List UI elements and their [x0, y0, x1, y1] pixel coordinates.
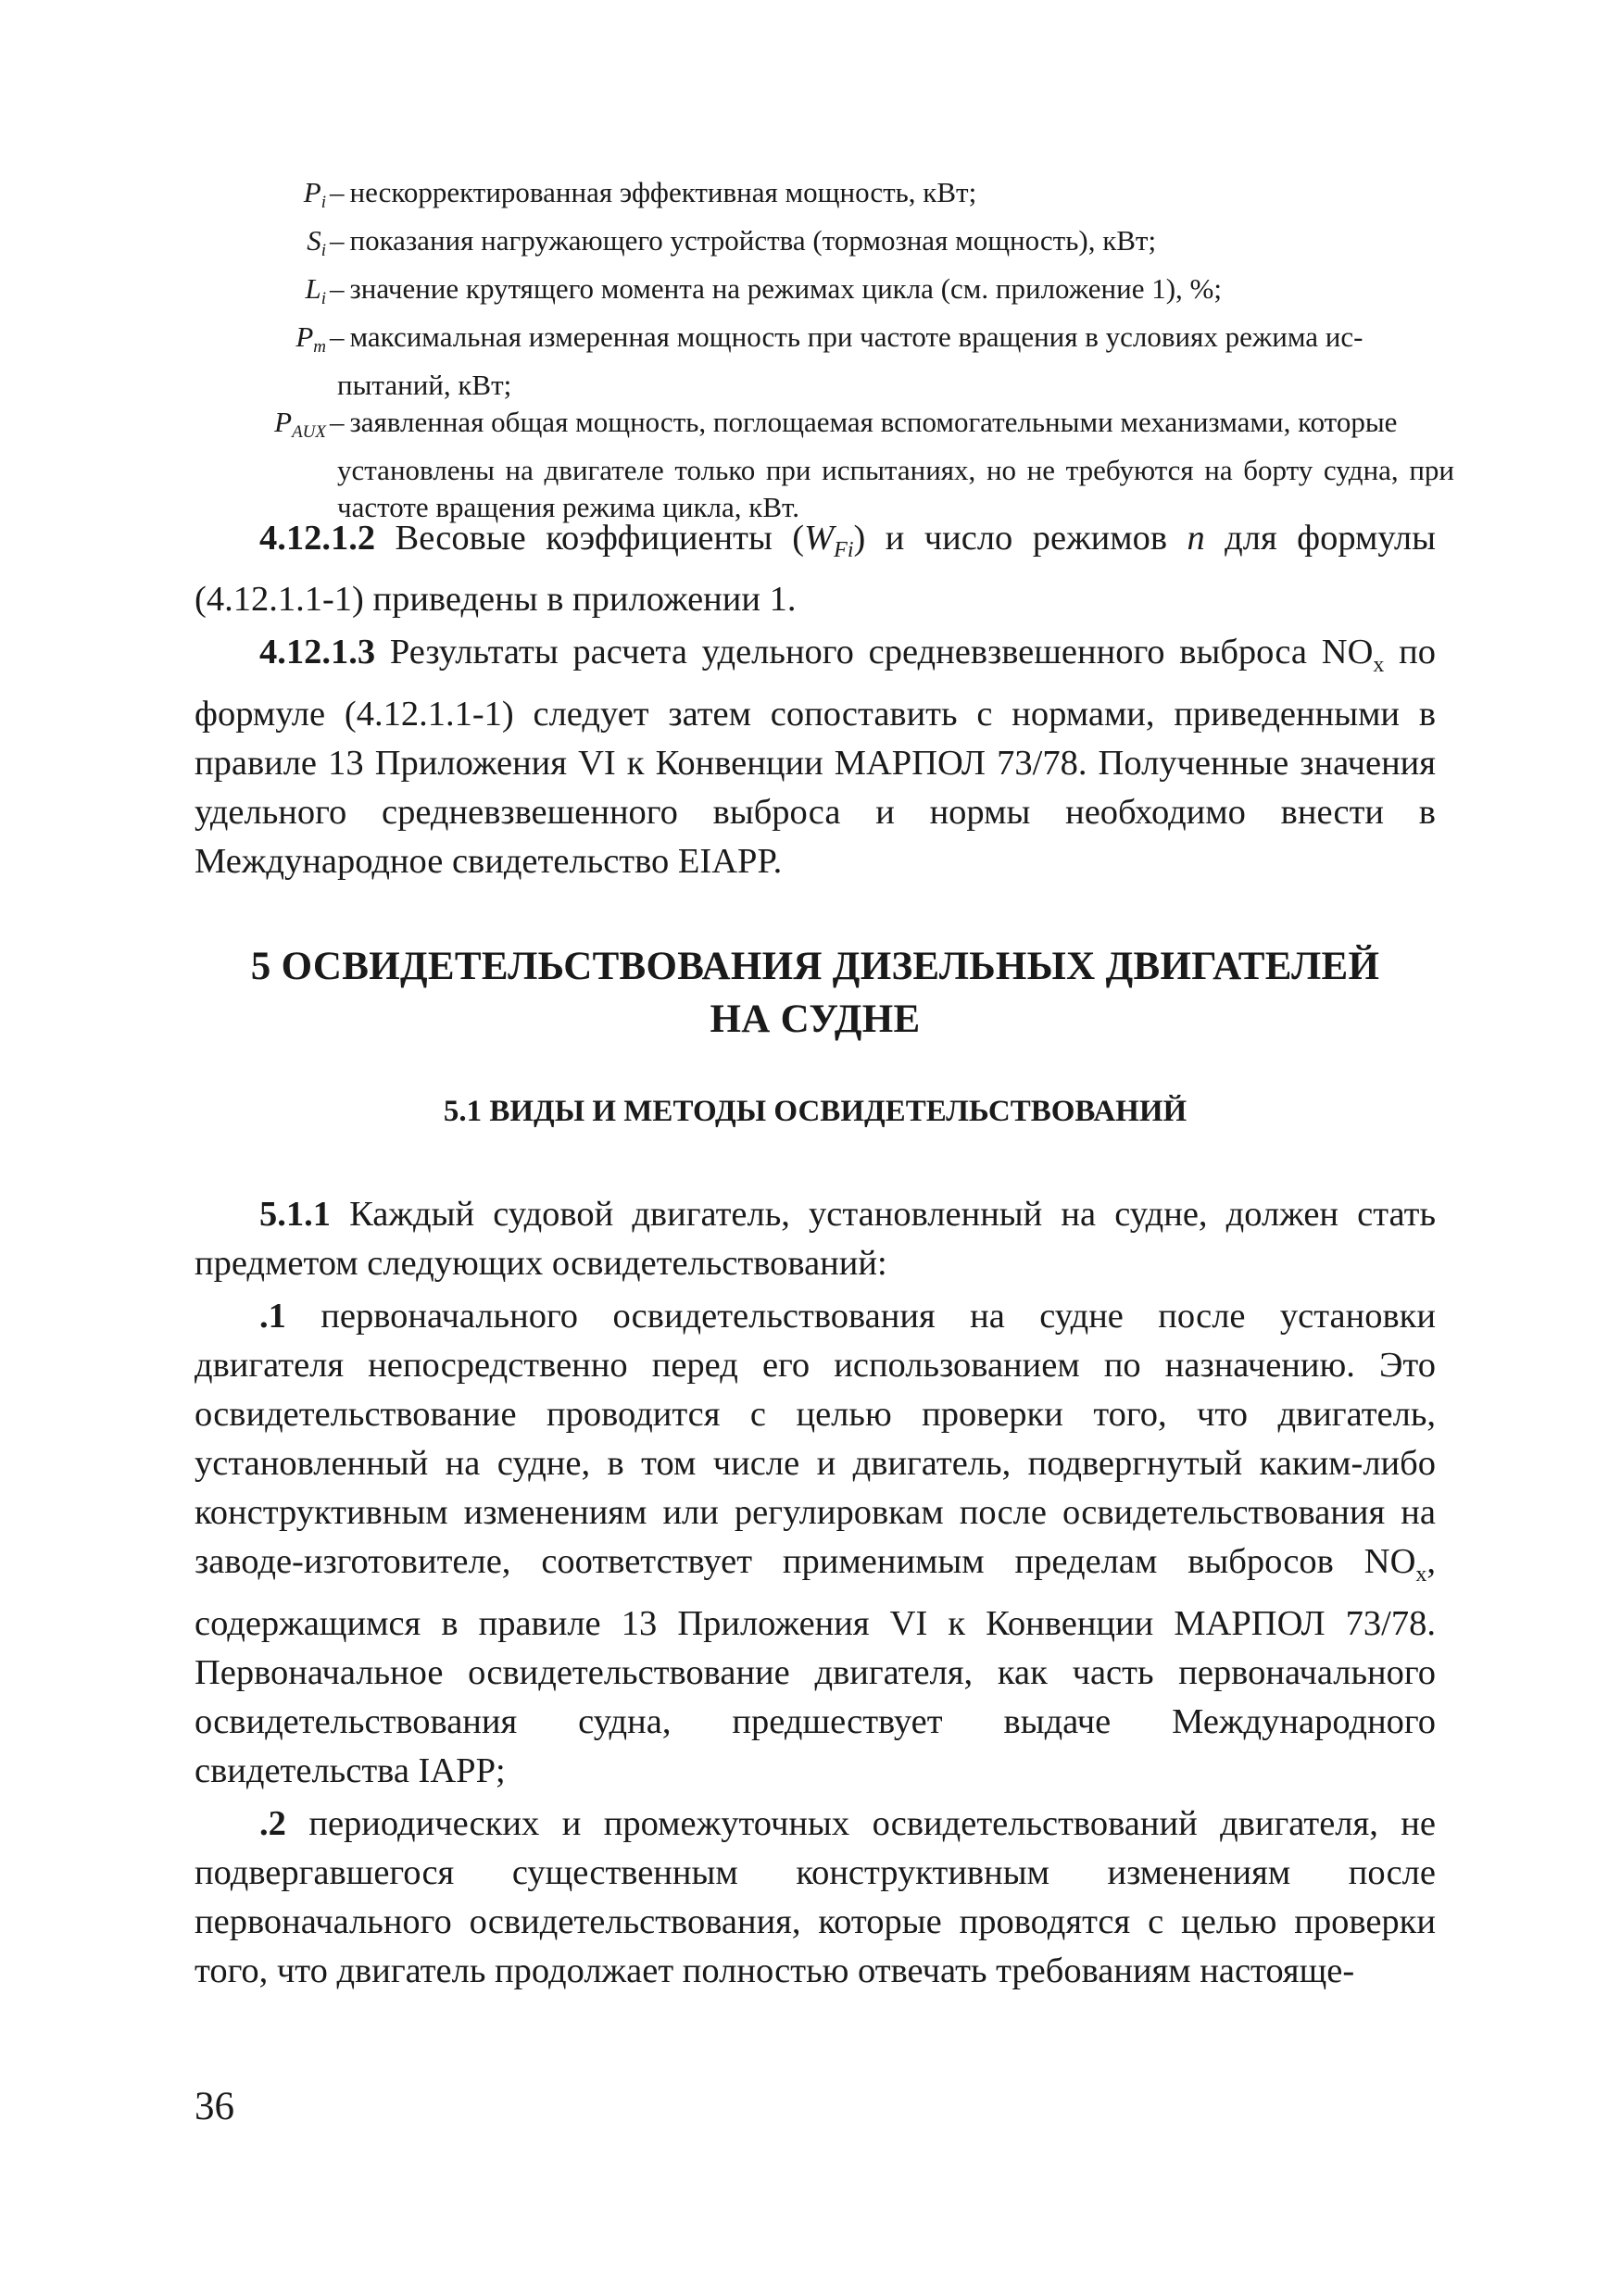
definition-row — [250, 222, 1454, 270]
definition-text: – значение крутящего момента на режимах цикла (см. приложение 1), %; — [330, 272, 1222, 305]
definition-symbol: $P_{AUX}$ — [274, 406, 326, 442]
subsection-heading: 5.1 ВИДЫ И МЕТОДЫ ОСВИДЕТЕЛЬСТВОВАНИЙ — [443, 1095, 1187, 1128]
definition-symbol: $L_i$ — [305, 272, 326, 308]
definition-row — [250, 270, 1454, 318]
page-number: 36 — [195, 2085, 234, 2128]
variable-definitions — [250, 174, 1454, 526]
definition-symbol: $S_i$ — [307, 224, 326, 260]
paragraph-5-1-1: 5.1.1 Каждый судовой двигатель, установленный на судне, должен стать предметом следующих освидетельствований: — [195, 1195, 1436, 1283]
section-5-paragraphs — [195, 1190, 1436, 2000]
section-heading: 5 ОСВИДЕТЕЛЬСТВОВАНИЯ ДИЗЕЛЬНЫХ ДВИГАТЕЛЕЙ НА СУДНЕ — [250, 945, 1380, 1041]
paragraph-4-12-1-2: 4.12.1.2 Весовые коэффициенты $(W_{Fi})$ и число режимов n для формулы (4.12.1.1-1) приведены в приложении 1. — [195, 519, 1436, 619]
definition-row — [250, 404, 1454, 451]
list-item-1: .1 первоначального освидетельствования на судне после установки двигателя непосредственно перед его использованием по назначению. Это освидетельствование проводится с целью проверки того, что двигатель, установленный на судне, в том числе и двигатель, подвергнутый каким-либо конструктивным изменениям или регулировкам после освидетельствования на заводе-изготовителе, соответствует применимым пределам выбросов $NO_x$, содержащимся в правиле 13 Приложения VI к Конвенции МАРПОЛ 73/78. Первоначальное освидетельствование двигателя, как часть первоначального освидетельствования судна, предшествует выдаче Международного свидетельства IAPP; — [195, 1297, 1436, 1790]
definition-continuation: пытаний, кВт; — [337, 369, 512, 401]
definition-symbol: $P_i$ — [303, 176, 326, 212]
definition-continuation: установлены на двигателе только при испытаниях, но не требуются на борту судна, при частоте вращения режима цикла, кВт. — [337, 454, 1454, 523]
definition-row — [250, 174, 1454, 221]
definition-text: – нескорректированная эффективная мощность, кВт; — [330, 176, 977, 208]
paragraph-4-12-1-3: 4.12.1.3 Результаты расчета удельного средневзвешенного выброса $NO_x$ по формуле (4.12.1.1-1) следует затем сопоставить с нормами, приведенными в правиле 13 Приложения VI к Конвенции МАРПОЛ 73/78. Полученные значения удельного средневзвешенного выброса и нормы необходимо внести в Международное свидетельство EIAPP. — [195, 633, 1436, 881]
section-4-paragraphs — [195, 514, 1436, 890]
definition-text: – показания нагружающего устройства (тормозная мощность), кВт; — [330, 224, 1157, 257]
definition-row — [250, 319, 1454, 366]
definition-text: – максимальная измеренная мощность при частоте вращения в условиях режима ис- — [330, 320, 1363, 353]
definition-text: – заявленная общая мощность, поглощаемая вспомогательными механизмами, которые — [330, 406, 1398, 438]
definition-symbol: $P_m$ — [295, 320, 326, 357]
list-item-2: .2 периодических и промежуточных освидетельствований двигателя, не подвергавшегося существенным конструктивным изменениям после первоначального освидетельствования, которые проводятся с целью проверки того, что двигатель продолжает полностью отвечать требованиям настояще- — [195, 1804, 1436, 1990]
